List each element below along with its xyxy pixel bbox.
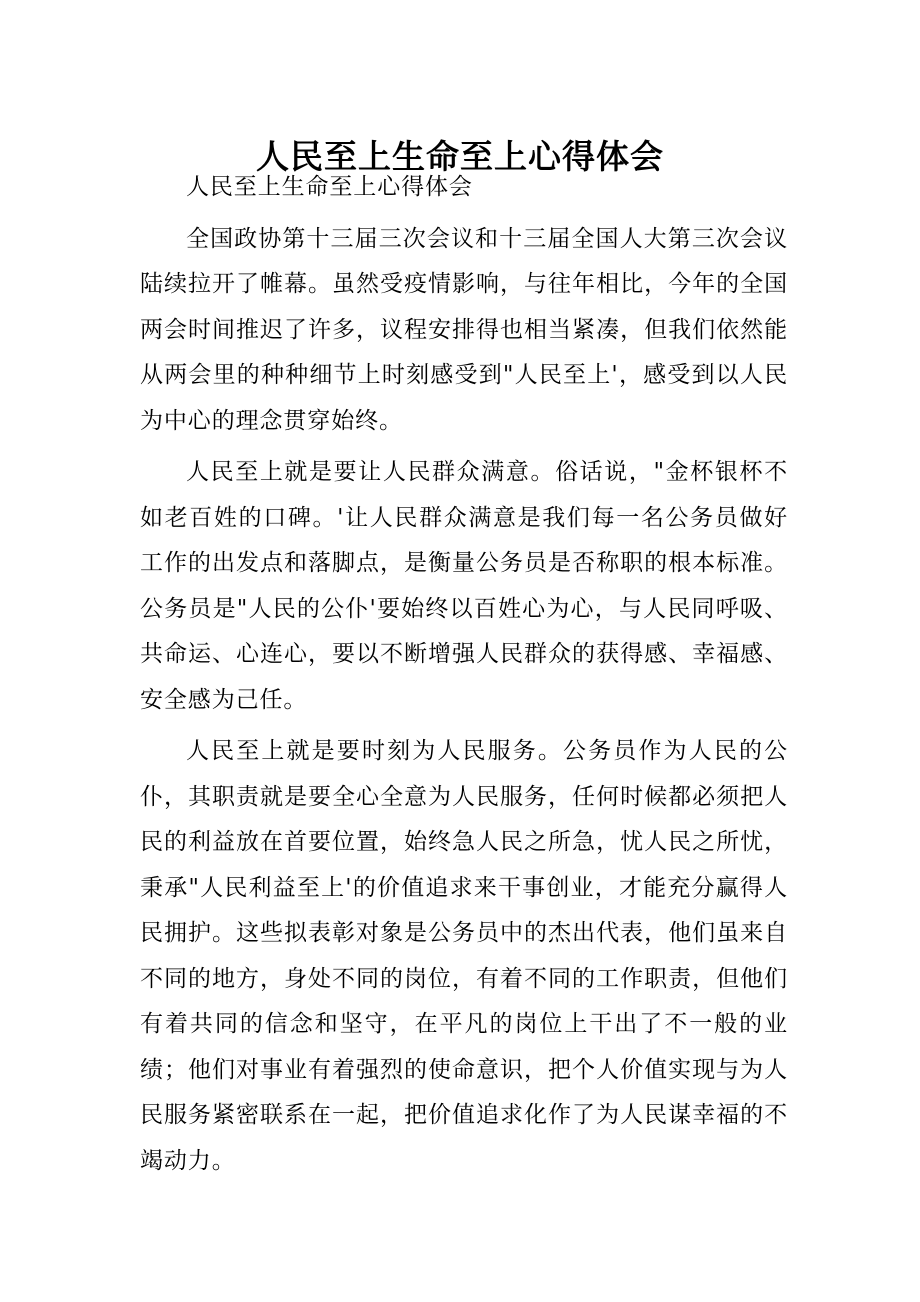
document-subtitle: 人民至上生命至上心得体会 (186, 174, 473, 200)
paragraph-2: 人民至上就是要让人民群众满意。俗话说，"金杯银杯不如老百姓的口碑。'让人民群众满意是我们每一名公务员做好工作的出发点和落脚点，是衡量公务员是否称职的根本标准。公务员是"人民的公仆'要始终以百姓心为心，与人民同呼吸、共命运、心连心，要以不断增强人民群众的获得感、幸福感、安全感为己任。 (140, 459, 788, 713)
document-body (140, 165, 788, 1190)
paragraph-1: 全国政协第十三届三次会议和十三届全国人大第三次会议陆续拉开了帷幕。虽然受疫情影响，与往年相比，今年的全国两会时间推迟了许多，议程安排得也相当紧凑，但我们依然能从两会里的种种细节上时刻感受到"人民至上'，感受到以人民为中心的理念贯穿始终。 (140, 225, 788, 434)
paragraph-3: 人民至上就是要时刻为人民服务。公务员作为人民的公仆，其职责就是要全心全意为人民服务，任何时候都必须把人民的利益放在首要位置，始终急人民之所急，忧人民之所忧，秉承"人民利益至上'的价值追求来干事创业，才能充分赢得人民拥护。这些拟表彰对象是公务员中的杰出代表，他们虽来自不同的地方，身处不同的岗位，有着不同的工作职责，但他们有着共同的信念和坚守，在平凡的岗位上干出了不一般的业绩；他们对事业有着强烈的使命意识，把个人价值实现与为人民服务紧密联系在一起，把价值追求化作了为人民谋幸福的不竭动力。 (140, 738, 788, 1174)
document-title: 人民至上生命至上心得体会 (256, 137, 664, 177)
